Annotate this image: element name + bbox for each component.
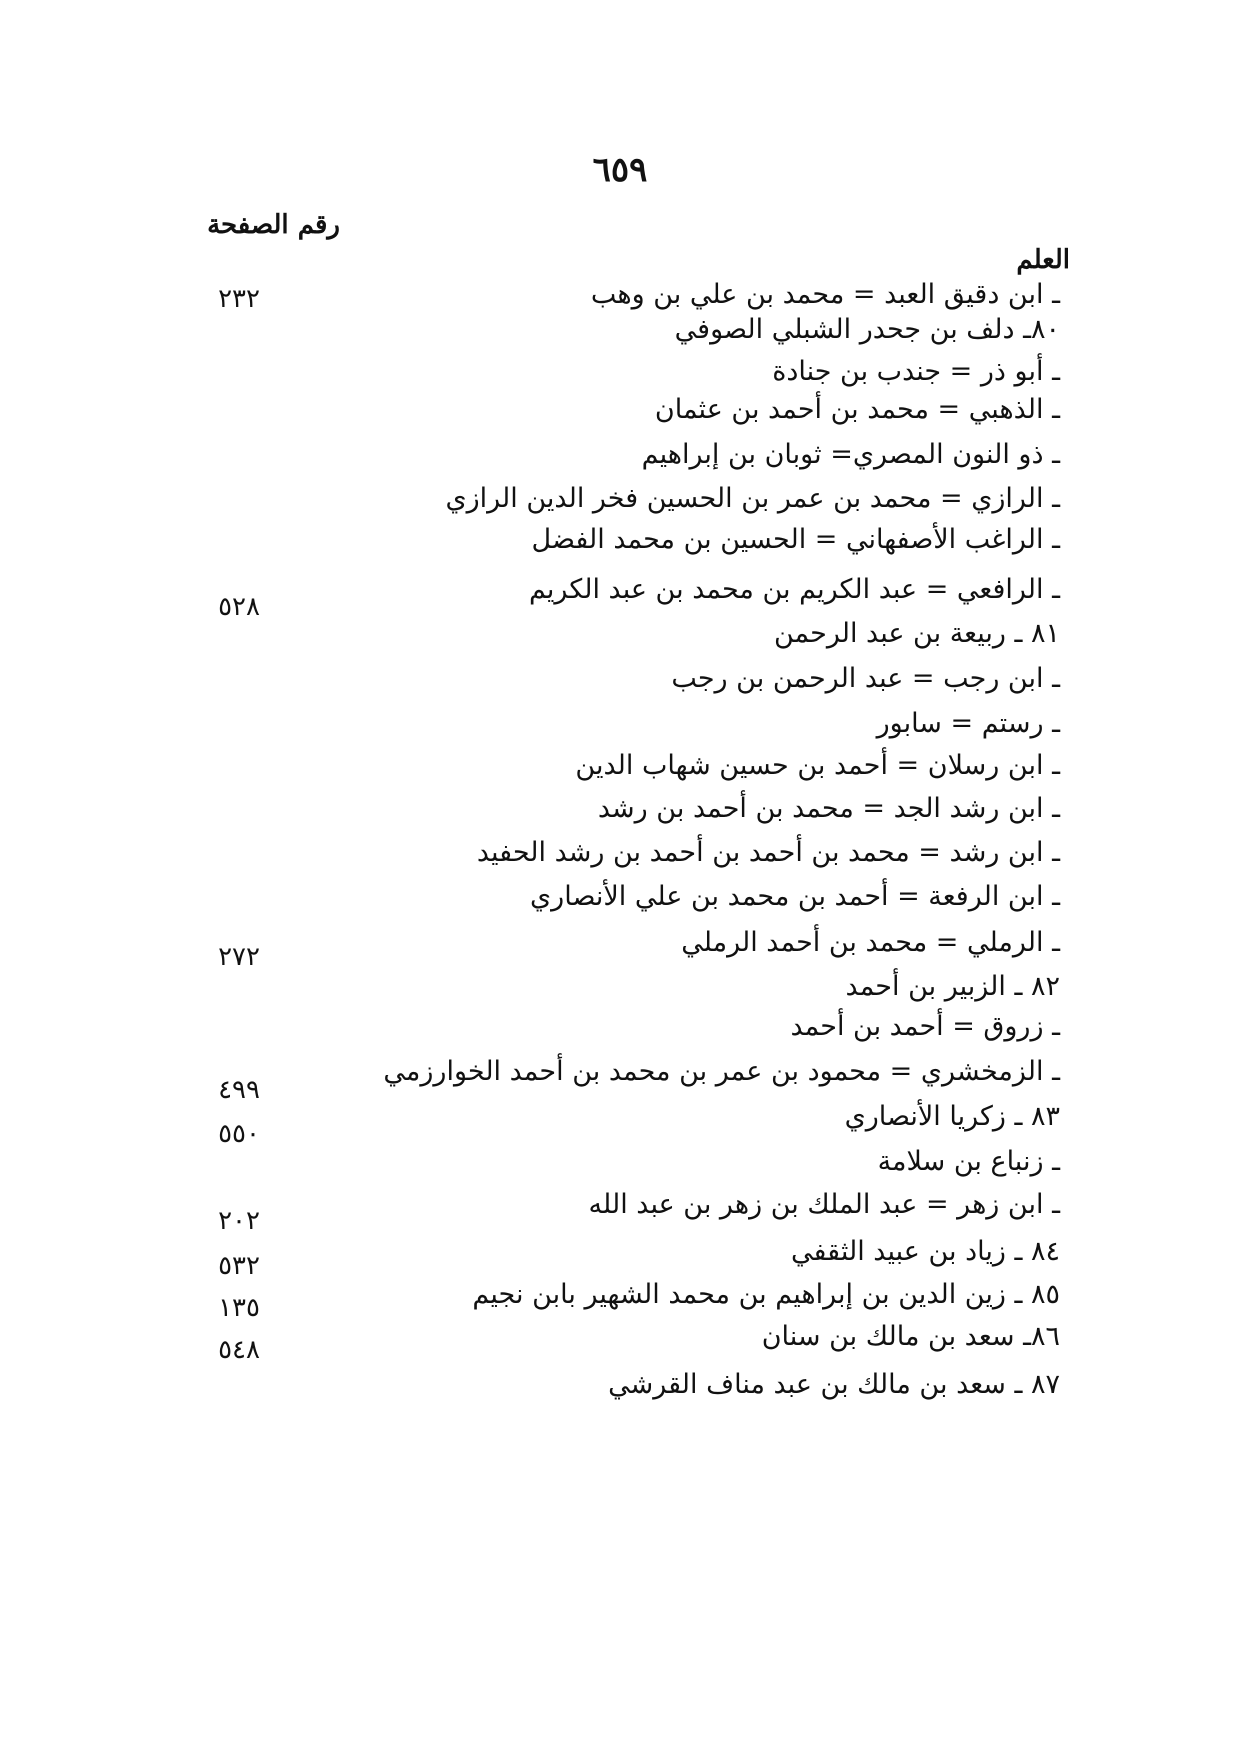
index-entry: ٨٠ـ دلف بن جحدر الشبلي الصوفي xyxy=(674,314,1060,345)
index-entry: ـ زنباع بن سلامة xyxy=(877,1146,1060,1177)
index-entry: ـ ابن الرفعة = أحمد بن محمد بن علي الأنصاري xyxy=(530,881,1060,912)
index-entry: ـ ابن رشد = محمد بن أحمد بن أحمد بن رشد الحفيد xyxy=(476,837,1060,868)
index-entry: ـ أبو ذر = جندب بن جنادة xyxy=(772,356,1060,387)
index-entry: ـ زروق = أحمد بن أحمد xyxy=(790,1011,1060,1042)
page-ref: ٤٩٩ xyxy=(218,1075,260,1105)
index-entry: ٨٢ ـ الزبير بن أحمد xyxy=(845,971,1060,1002)
index-entry: ـ الرازي = محمد بن عمر بن الحسين فخر الدين الرازي xyxy=(445,483,1060,514)
index-entry: ـ الرملي = محمد بن أحمد الرملي xyxy=(681,927,1060,958)
index-entry: ٨١ ـ ربيعة بن عبد الرحمن xyxy=(773,618,1060,649)
index-entry: ـ ابن زهر = عبد الملك بن زهر بن عبد الله xyxy=(588,1189,1060,1220)
index-entry: ـ ذو النون المصري= ثوبان بن إبراهيم xyxy=(641,439,1060,470)
index-entry: ـ ابن رجب = عبد الرحمن بن رجب xyxy=(671,663,1060,694)
index-entry: ـ ابن رسلان = أحمد بن حسين شهاب الدين xyxy=(575,750,1060,781)
index-entry: ـ الذهبي = محمد بن أحمد بن عثمان xyxy=(654,394,1060,425)
name-column-header: العلم xyxy=(1016,245,1070,275)
index-entry: ـ ابن دقيق العبد = محمد بن علي بن وهب xyxy=(590,279,1060,310)
index-entry: ـ رستم = سابور xyxy=(876,708,1060,739)
index-entry: ٨٧ ـ سعد بن مالك بن عبد مناف القرشي xyxy=(608,1369,1060,1400)
page-ref: ٥٥٠ xyxy=(218,1119,260,1149)
index-entry: ـ ابن رشد الجد = محمد بن أحمد بن رشد xyxy=(597,793,1060,824)
index-entry: ـ الرافعي = عبد الكريم بن محمد بن عبد الكريم xyxy=(528,574,1060,605)
index-entry: ٨٥ ـ زين الدين بن إبراهيم بن محمد الشهير بابن نجيم xyxy=(472,1279,1060,1310)
page-ref: ٥٤٨ xyxy=(218,1335,260,1365)
index-entry: ـ الراغب الأصفهاني = الحسين بن محمد الفضل xyxy=(531,524,1060,555)
index-entry: ٨٣ ـ زكريا الأنصاري xyxy=(844,1101,1060,1132)
page-ref: ٥٣٢ xyxy=(218,1251,260,1281)
page-ref: ٢٧٢ xyxy=(218,942,260,972)
page-ref: ٥٢٨ xyxy=(218,592,260,622)
index-entry: ـ الزمخشري = محمود بن عمر بن محمد بن أحمد الخوارزمي xyxy=(383,1056,1060,1087)
index-entry: ٨٦ـ سعد بن مالك بن سنان xyxy=(761,1321,1060,1352)
index-entry: ٨٤ ـ زياد بن عبيد الثقفي xyxy=(791,1236,1060,1267)
page-column-header: رقم الصفحة xyxy=(207,210,340,240)
page-number: ٦٥٩ xyxy=(592,150,648,190)
page-ref: ١٣٥ xyxy=(218,1293,260,1323)
page-ref: ٢٣٢ xyxy=(218,284,260,314)
page-ref: ٢٠٢ xyxy=(218,1206,260,1236)
